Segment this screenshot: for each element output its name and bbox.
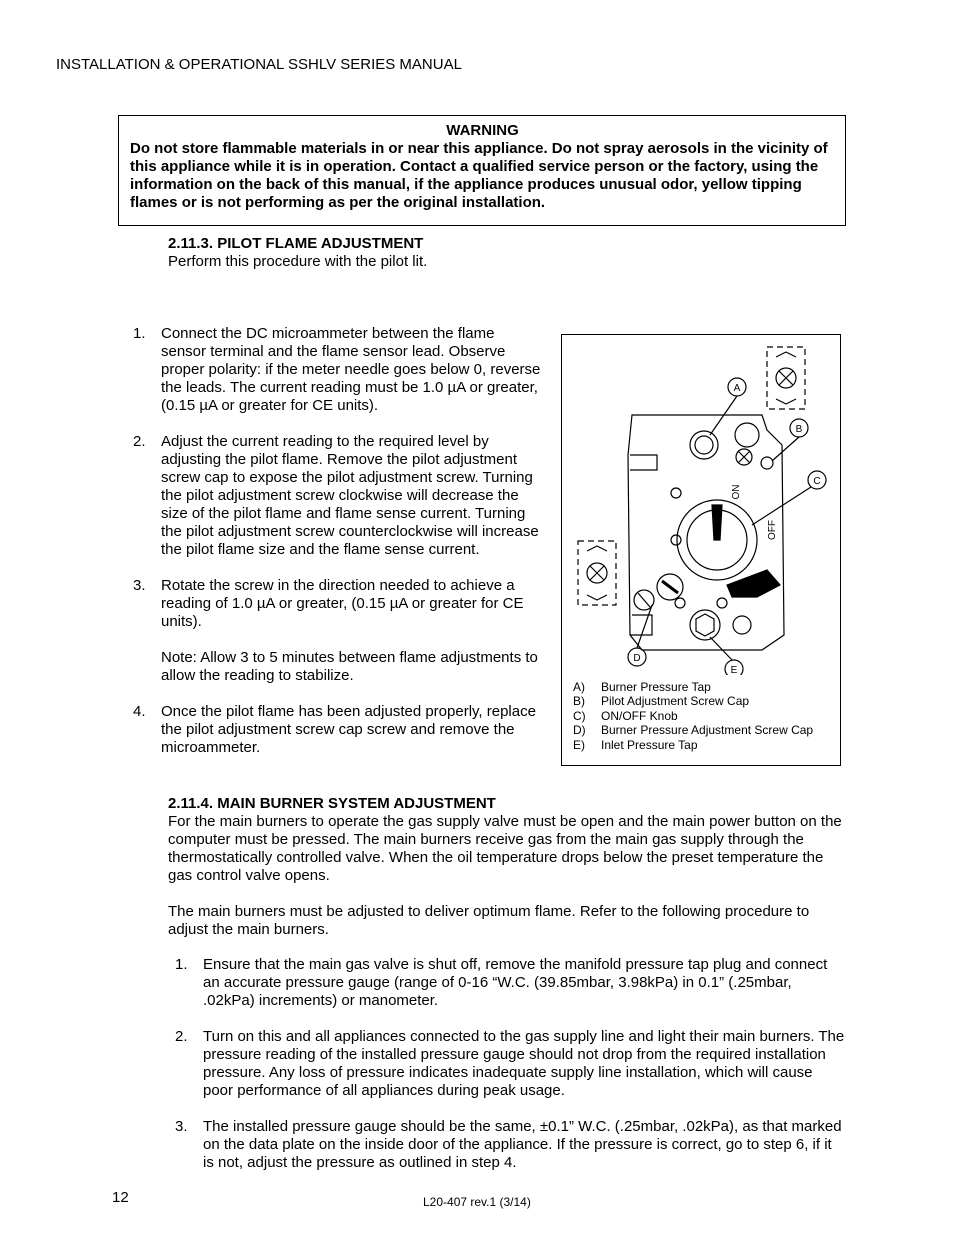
knob-on-label: ON (731, 484, 742, 500)
main-section-title: 2.11.4. MAIN BURNER SYSTEM ADJUSTMENT (168, 795, 496, 812)
pilot-steps (133, 325, 543, 775)
main-steps (175, 956, 845, 1190)
pilot-section-title: 2.11.3. PILOT FLAME ADJUSTMENT (168, 235, 424, 252)
step-number: 2. (175, 1028, 188, 1045)
pilot-section-header (168, 235, 788, 271)
callout-c: C (813, 476, 821, 487)
running-header: INSTALLATION & OPERATIONAL SSHLV SERIES MANUAL (56, 56, 462, 73)
step-text: Adjust the current reading to the required level by adjusting the pilot flame. Remove the pilot adjustment screw cap to expose the pilot adjustment screw. Turning the pilot adjustment screw clockwise will decrease the size of the pilot flame and flame sense current. Turning the pilot adjustment screw counterclockwise will increase the pilot flame size and the flame sense current. (161, 433, 539, 558)
step-number: 4. (133, 703, 146, 720)
step-text: The installed pressure gauge should be the same, ±0.1” W.C. (.25mbar, .02kPa), as that marked on the data plate on the inside door of the appliance. If the pressure is correct, go to step 6, if it is not, adjust the pressure as outlined in step 4. (203, 1118, 842, 1171)
pilot-step (133, 325, 543, 415)
pilot-step (133, 433, 543, 559)
warning-box (118, 115, 846, 226)
legend-item: B) Pilot Adjustment Screw Cap (573, 694, 750, 709)
warning-title: WARNING (446, 122, 519, 139)
pilot-intro: Perform this procedure with the pilot lit. (168, 253, 428, 270)
step-text: Turn on this and all appliances connected to the gas supply line and light their main burners. The pressure reading of the installed pressure gauge should not drop from the required installation pressure. Any loss of pressure indicates inadequate supply line installation, which will cause poor performance of all appliances during peak usage. (203, 1028, 845, 1099)
step-number: 2. (133, 433, 146, 450)
document-code: L20-407 rev.1 (3/14) (423, 1195, 531, 1209)
step-number: 1. (175, 956, 188, 973)
pilot-step (133, 577, 543, 685)
legend-item: A) Burner Pressure Tap (573, 680, 711, 694)
figure-legend (573, 680, 813, 752)
legend-item: D) Burner Pressure Adjustment Screw Cap (573, 723, 814, 738)
step-text: Once the pilot flame has been adjusted properly, replace the pilot adjustment screw cap screw and remove the microammeter. (161, 703, 536, 756)
main-step (175, 1028, 845, 1100)
legend-item: E) Inlet Pressure Tap (573, 737, 698, 752)
step-number: 3. (133, 577, 146, 594)
callout-e: E (730, 665, 738, 675)
legend-item: C) ON/OFF Knob (573, 708, 678, 723)
gas-valve-diagram (562, 335, 842, 675)
step-text: Rotate the screw in the direction needed to achieve a reading of 1.0 µA or greater, (0.15 µA or greater for CE units). (161, 577, 524, 630)
pilot-step (133, 703, 543, 757)
step-number: 3. (175, 1118, 188, 1135)
page-number: 12 (112, 1189, 129, 1206)
step-text: Ensure that the main gas valve is shut off, remove the manifold pressure tap plug and connect an accurate pressure gauge (range of 0-16 “W.C. (39.85mbar, 3.98kPa) in 0.1” (.25mbar, .02kPa) increments) or manometer. (203, 956, 828, 1009)
step-number: 1. (133, 325, 146, 342)
main-burner-section (168, 795, 848, 939)
callout-d: D (633, 653, 641, 664)
main-paragraph-2: The main burners must be adjusted to deliver optimum flame. Refer to the following procedure to adjust the main burners. (168, 903, 810, 938)
callout-b: B (795, 424, 803, 435)
main-step (175, 1118, 845, 1172)
step-note: Note: Allow 3 to 5 minutes between flame adjustments to allow the reading to stabilize. (161, 649, 538, 684)
warning-text: Do not store flammable materials in or near this appliance. Do not spray aerosols in the vicinity of this appliance while it is in operation. Contact a qualified service person or the factory, using the information on the back of this manual, if the appliance produces unusual odor, yellow tipping flames or is not performing as per the original installation. (130, 140, 828, 211)
main-step (175, 956, 845, 1010)
main-paragraph-1: For the main burners to operate the gas supply valve must be open and the main power button on the computer must be pressed. The main burners receive gas from the main gas supply through the thermostatically controlled valve. When the oil temperature drops below the preset temperature the gas control valve opens. (168, 813, 842, 884)
callout-a: A (733, 383, 741, 394)
step-text: Connect the DC microammeter between the flame sensor terminal and the flame sensor lead. Observe proper polarity: if the meter needle goes below 0, reverse the leads. The current reading must be 1.0 µA or greater, (0.15 µA or greater for CE units). (161, 325, 541, 414)
knob-off-label: OFF (767, 520, 778, 540)
gas-valve-figure (561, 334, 841, 766)
